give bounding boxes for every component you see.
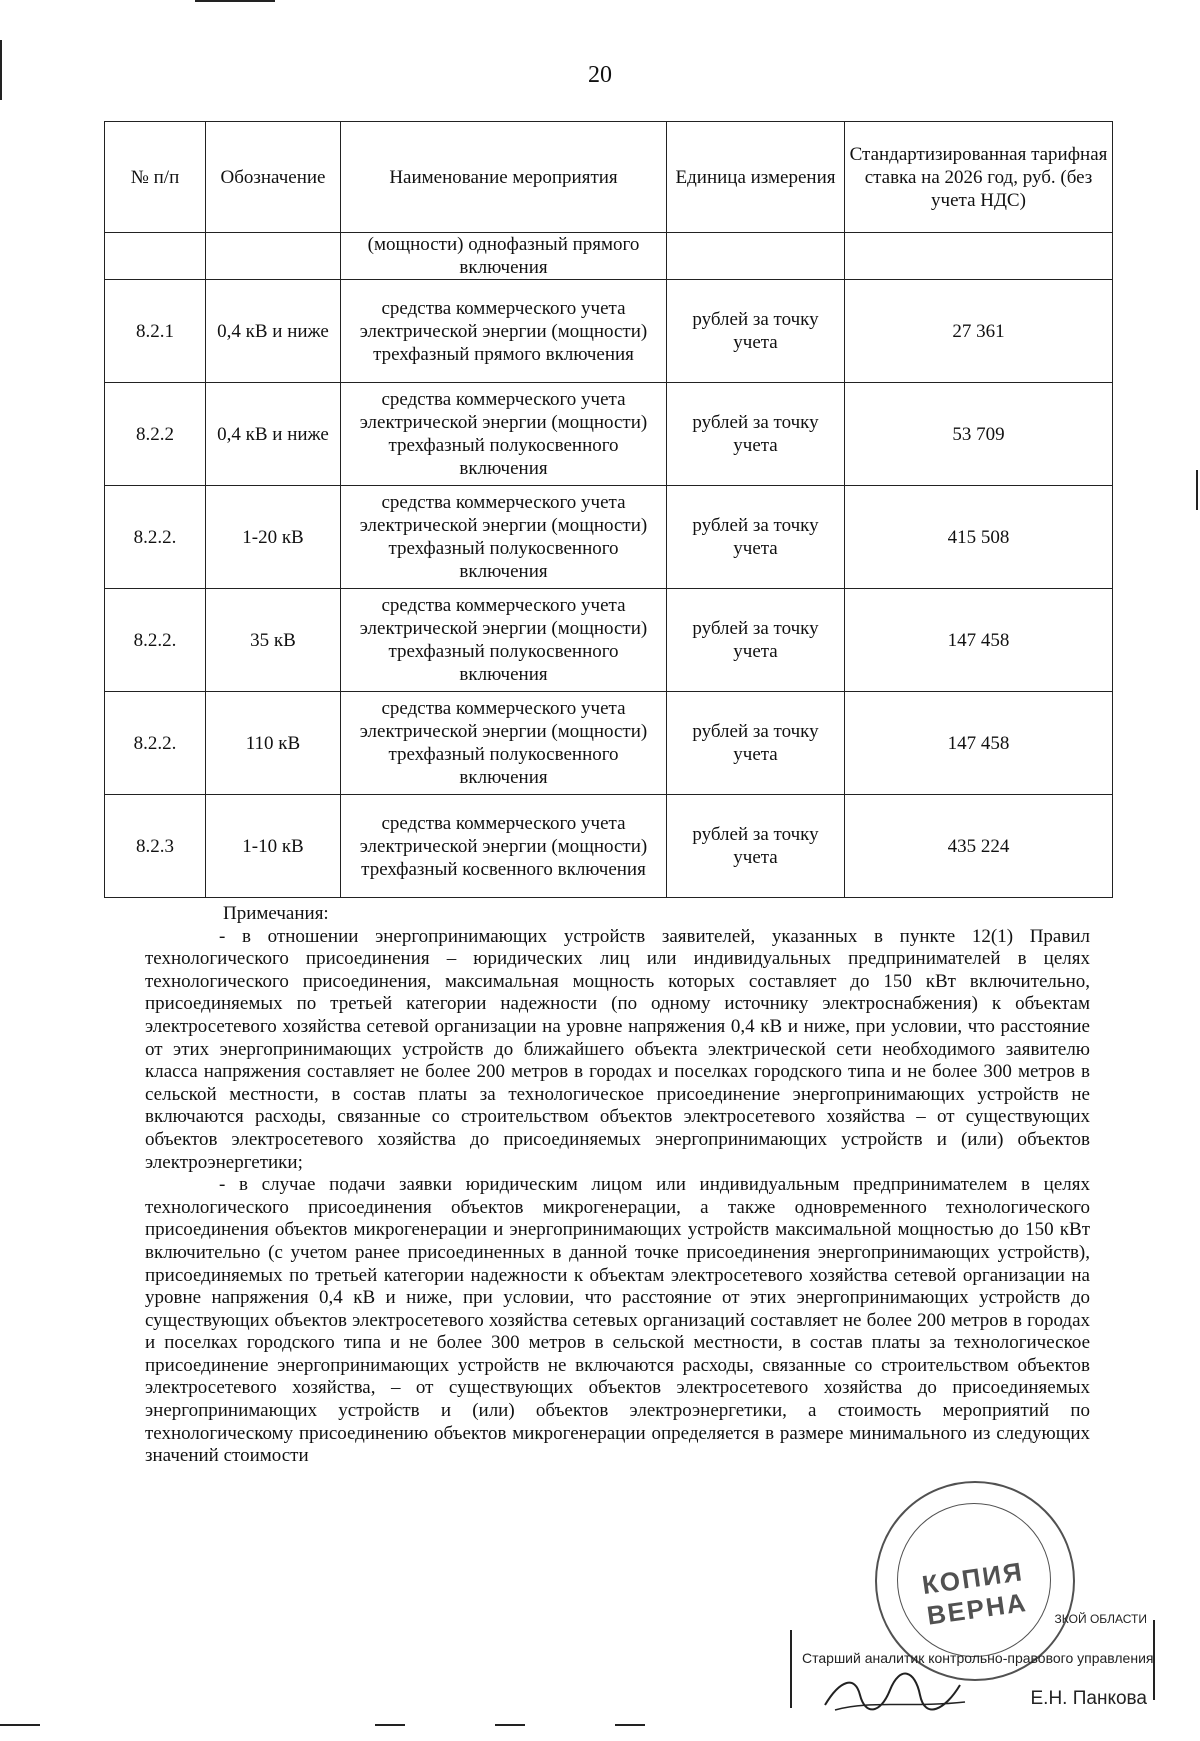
table-row	[105, 280, 1113, 383]
cell-name: (мощности) однофазный прямого включения	[341, 233, 667, 280]
scan-edge-right	[1196, 470, 1198, 510]
stamp-name-text: Е.Н. Панкова	[1030, 1688, 1147, 1709]
cell-name: средства коммерческого учета электрической энергии (мощности) трехфазный косвенного включения	[341, 795, 667, 898]
cell-designation	[206, 233, 341, 280]
handwritten-signature	[820, 1660, 970, 1720]
scan-edge-top	[195, 0, 275, 2]
header-name: Наименование мероприятия	[341, 122, 667, 233]
cell-rate: 435 224	[845, 795, 1113, 898]
cell-designation: 35 кВ	[206, 589, 341, 692]
cell-unit: рублей за точку учета	[667, 589, 845, 692]
cell-rate: 27 361	[845, 280, 1113, 383]
table-row	[105, 486, 1113, 589]
header-num: № п/п	[105, 122, 206, 233]
cell-designation: 110 кВ	[206, 692, 341, 795]
notes-paragraph: - в случае подачи заявки юридическим лицом или индивидуальным предпринимателем в целях технологического присоединения объектов микрогенерации, а также одновременного технологического присоединения объектов микрогенерации и энергопринимающих устройств максимальной мощностью до 150 кВт включительно (с учетом ранее присоединенных в данной точке присоединения энергопринимающих устройств), присоединяемых по третьей категории надежности к объектам электросетевого хозяйства сетевой организации на уровне напряжения 0,4 кВ и ниже, при условии, что расстояние от этих энергопринимающих устройств до существующих объектов электросетевого хозяйства сетевых организаций составляет не более 200 метров в городах и поселках городского типа и не более 300 метров в сельской местности, в состав платы за технологическое присоединение энергопринимающих устройств не включаются расходы, связанные со строительством объектов электросетевого хозяйства, – от существующих объектов электросетевого хозяйства до присоединяемых энергопринимающих устройств и (или) объектов электроэнергетики, а стоимость мероприятий по технологическому присоединению объектов микрогенерации определяется в размере минимального из следующих значений стоимости	[145, 1174, 1090, 1467]
cell-num: 8.2.2.	[105, 692, 206, 795]
header-rate: Стандартизированная тарифная ставка на 2026 год, руб. (без учета НДС)	[845, 122, 1113, 233]
cell-unit: рублей за точку учета	[667, 280, 845, 383]
table-row	[105, 383, 1113, 486]
scan-edge-bottom-left	[0, 1724, 40, 1726]
cell-rate: 147 458	[845, 589, 1113, 692]
notes-section	[145, 903, 1090, 1468]
cell-rate	[845, 233, 1113, 280]
header-unit: Единица измерения	[667, 122, 845, 233]
cell-unit: рублей за точку учета	[667, 692, 845, 795]
cell-name: средства коммерческого учета электрической энергии (мощности) трехфазный полукосвенного включения	[341, 383, 667, 486]
notes-title: Примечания:	[223, 903, 329, 924]
table-row	[105, 795, 1113, 898]
stamp-region-text: ЗКОЙ ОБЛАСТИ	[1054, 1612, 1147, 1626]
stamp-position-text: Старший аналитик контрольно-правового управления	[802, 1650, 1154, 1666]
cell-designation: 1-20 кВ	[206, 486, 341, 589]
stamp-border-left	[790, 1630, 792, 1708]
table-header-row	[105, 122, 1113, 233]
cell-num: 8.2.1	[105, 280, 206, 383]
cell-unit: рублей за точку учета	[667, 795, 845, 898]
page-number: 20	[588, 62, 612, 88]
cell-name: средства коммерческого учета электрической энергии (мощности) трехфазный полукосвенного включения	[341, 486, 667, 589]
cell-unit: рублей за точку учета	[667, 486, 845, 589]
notes-paragraph: - в отношении энергопринимающих устройств заявителей, указанных в пункте 12(1) Правил технологического присоединения – юридических лиц или индивидуальных предпринимателей в целях технологического присоединения, максимальная мощность которых составляет до 150 кВт включительно, присоединяемых по третьей категории надежности (по одному источнику электроснабжения) к объектам электросетевого хозяйства сетевой организации на уровне напряжения 0,4 кВ и ниже, при условии, что расстояние от этих энергопринимающих устройств до ближайшего объекта электрической сети необходимого заявителю класса напряжения составляет не более 200 метров в городах и поселках городского типа и не более 300 метров в сельской местности, в состав платы за технологическое присоединение энергопринимающих устройств не включаются расходы, связанные со строительством объектов электросетевого хозяйства – от существующих объектов электросетевого хозяйства до присоединяемых энергопринимающих устройств и (или) объектов электроэнергетики;	[145, 925, 1090, 1173]
cell-designation: 0,4 кВ и ниже	[206, 383, 341, 486]
cell-designation: 1-10 кВ	[206, 795, 341, 898]
cell-rate: 415 508	[845, 486, 1113, 589]
cell-unit	[667, 233, 845, 280]
table-row-continuation	[105, 233, 1113, 280]
scan-edge-bottom-mid3	[615, 1724, 645, 1726]
cell-num: 8.2.2.	[105, 486, 206, 589]
round-seal-text: КОПИЯ ВЕРНА	[920, 1556, 1030, 1631]
table-row	[105, 589, 1113, 692]
table-row	[105, 692, 1113, 795]
header-designation: Обозначение	[206, 122, 341, 233]
cell-name: средства коммерческого учета электрической энергии (мощности) трехфазный полукосвенного включения	[341, 589, 667, 692]
cell-rate: 147 458	[845, 692, 1113, 795]
cell-num: 8.2.2	[105, 383, 206, 486]
scan-edge-bottom-mid	[375, 1724, 405, 1726]
scan-edge-bottom-mid2	[495, 1724, 525, 1726]
cell-name: средства коммерческого учета электрической энергии (мощности) трехфазный прямого включения	[341, 280, 667, 383]
cell-num: 8.2.2.	[105, 589, 206, 692]
cell-rate: 53 709	[845, 383, 1113, 486]
cell-num	[105, 233, 206, 280]
cell-unit: рублей за точку учета	[667, 383, 845, 486]
cell-designation: 0,4 кВ и ниже	[206, 280, 341, 383]
cell-name: средства коммерческого учета электрической энергии (мощности) трехфазный полукосвенного включения	[341, 692, 667, 795]
tariff-table	[104, 121, 1113, 898]
cell-num: 8.2.3	[105, 795, 206, 898]
